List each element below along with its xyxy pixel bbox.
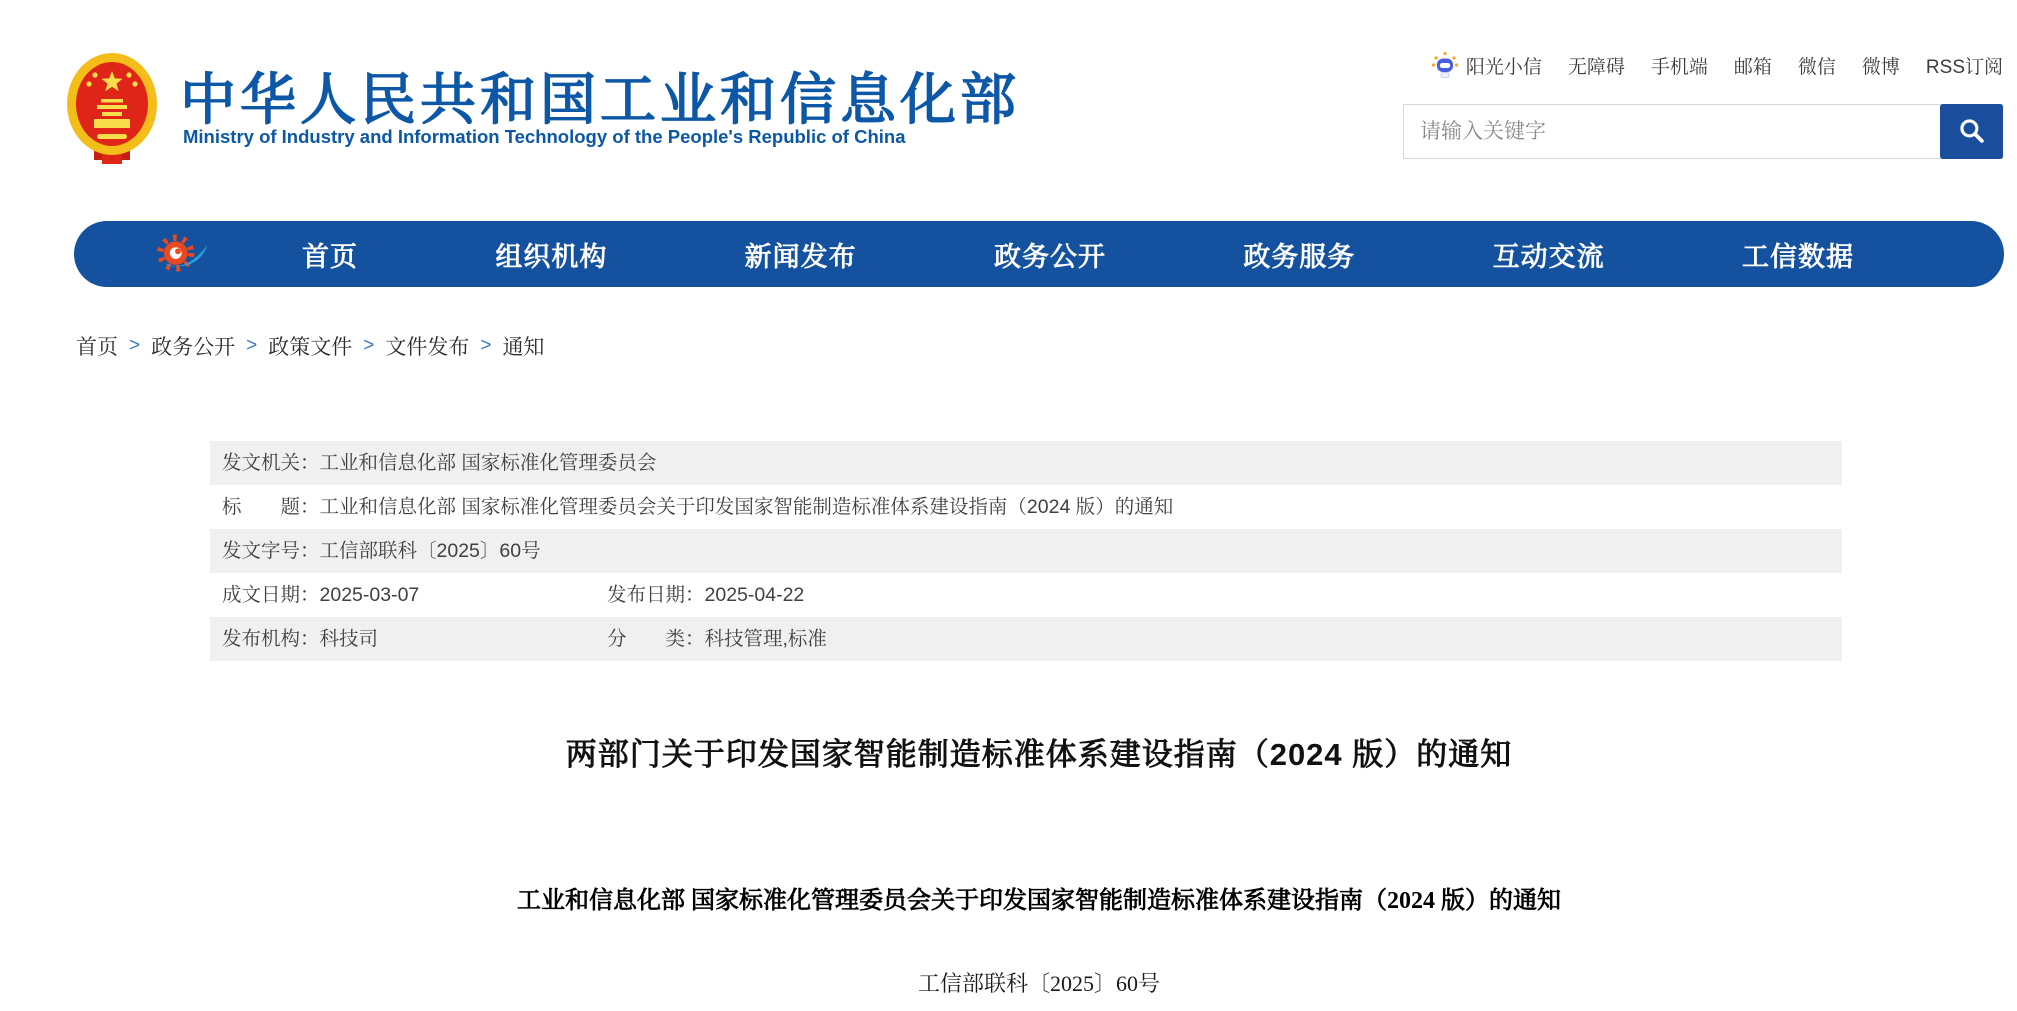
meta-label: 成文日期： bbox=[222, 584, 320, 606]
search-button[interactable] bbox=[1940, 104, 2003, 159]
quick-link-wechat[interactable] bbox=[1798, 52, 1836, 79]
meta-value: 工业和信息化部 国家标准化管理委员会关于印发国家智能制造标准体系建设指南（2024 版）的通知 bbox=[319, 496, 1174, 518]
search-icon bbox=[1958, 117, 1985, 147]
meta-label: 发文字号： bbox=[222, 540, 320, 562]
quick-link-weibo[interactable] bbox=[1862, 52, 1900, 79]
nav-item-news[interactable]: 新闻发布 bbox=[744, 241, 857, 272]
meta-col-category bbox=[607, 617, 827, 661]
quick-link-label: 手机端 bbox=[1650, 56, 1708, 78]
meta-col-publish-date bbox=[607, 573, 804, 617]
breadcrumb-separator: > bbox=[363, 335, 375, 356]
article-subtitle: 工业和信息化部 国家标准化管理委员会关于印发国家智能制造标准体系建设指南（2024 版）的通知 bbox=[517, 888, 1561, 914]
quick-link-label: 微信 bbox=[1797, 56, 1836, 78]
meta-value: 科技司 bbox=[319, 628, 379, 650]
quick-link-label: 邮箱 bbox=[1733, 56, 1772, 78]
quick-link-label: 微博 bbox=[1861, 56, 1900, 78]
breadcrumb-item-policy-documents[interactable]: 政策文件 bbox=[268, 336, 353, 359]
breadcrumb-item-document-release[interactable]: 文件发布 bbox=[385, 336, 470, 359]
miit-gear-logo-icon bbox=[154, 232, 212, 276]
meta-row-publisher bbox=[210, 617, 1842, 661]
meta-value: 2025-04-22 bbox=[704, 584, 805, 606]
meta-value: 工信部联科〔2025〕60号 bbox=[319, 540, 541, 562]
breadcrumb-separator: > bbox=[246, 335, 258, 356]
site-title-cn: 中华人民共和国工业和信息化部 bbox=[180, 68, 1020, 131]
meta-value: 工业和信息化部 国家标准化管理委员会 bbox=[319, 452, 657, 474]
nav-item-gov-disclosure[interactable]: 政务公开 bbox=[993, 241, 1106, 272]
meta-value: 2025-03-07 bbox=[319, 584, 420, 606]
nav-item-gov-services[interactable]: 政务服务 bbox=[1243, 241, 1356, 272]
meta-row-dates bbox=[210, 573, 1842, 617]
breadcrumb-item-home[interactable]: 首页 bbox=[76, 336, 118, 359]
quick-link-mail[interactable] bbox=[1734, 52, 1772, 79]
nav-item-home[interactable]: 首页 bbox=[302, 241, 358, 272]
nav-item-interaction[interactable]: 互动交流 bbox=[1492, 241, 1605, 272]
meta-row-issuing-org bbox=[210, 441, 1842, 485]
breadcrumb-item-gov-disclosure[interactable]: 政务公开 bbox=[151, 336, 236, 359]
quick-link-sunshine-xiaoxin[interactable] bbox=[1430, 50, 1542, 80]
meta-label: 标 题： bbox=[222, 496, 320, 518]
breadcrumb-item-notice[interactable]: 通知 bbox=[502, 336, 545, 359]
meta-row-title bbox=[210, 485, 1842, 529]
meta-label: 发布日期： bbox=[607, 584, 705, 606]
breadcrumb-separator: > bbox=[129, 335, 141, 356]
meta-label: 发布机构： bbox=[222, 628, 320, 650]
quick-link-mobile[interactable] bbox=[1651, 52, 1708, 79]
search-bar bbox=[1403, 104, 2003, 159]
quick-link-accessibility[interactable] bbox=[1568, 52, 1625, 79]
main-nav bbox=[74, 221, 2004, 287]
nav-item-organization[interactable]: 组织机构 bbox=[495, 241, 608, 272]
meta-value: 科技管理,标准 bbox=[704, 628, 827, 650]
robot-icon bbox=[1430, 50, 1460, 80]
search-input[interactable] bbox=[1403, 104, 2003, 159]
national-emblem-icon bbox=[66, 52, 158, 166]
quick-link-rss[interactable] bbox=[1926, 52, 2003, 79]
breadcrumb-separator: > bbox=[480, 335, 492, 356]
nav-item-miit-data[interactable]: 工信数据 bbox=[1741, 241, 1854, 272]
nav-links bbox=[212, 235, 2004, 274]
doc-meta-table bbox=[210, 441, 1842, 661]
breadcrumb bbox=[76, 331, 544, 361]
quick-link-label: 无障碍 bbox=[1567, 56, 1625, 78]
article-doc-number: 工信部联科〔2025〕60号 bbox=[917, 971, 1160, 996]
quick-links bbox=[1430, 50, 2003, 80]
site-title-en: Ministry of Industry and Information Technology of the People's Republic of China bbox=[183, 126, 906, 147]
quick-link-label: RSS订阅 bbox=[1925, 56, 2003, 78]
meta-row-doc-no bbox=[210, 529, 1842, 573]
meta-label: 分 类： bbox=[607, 628, 705, 650]
article-title: 两部门关于印发国家智能制造标准体系建设指南（2024 版）的通知 bbox=[565, 737, 1513, 772]
meta-label: 发文机关： bbox=[222, 452, 320, 474]
quick-link-label: 阳光小信 bbox=[1465, 56, 1542, 78]
